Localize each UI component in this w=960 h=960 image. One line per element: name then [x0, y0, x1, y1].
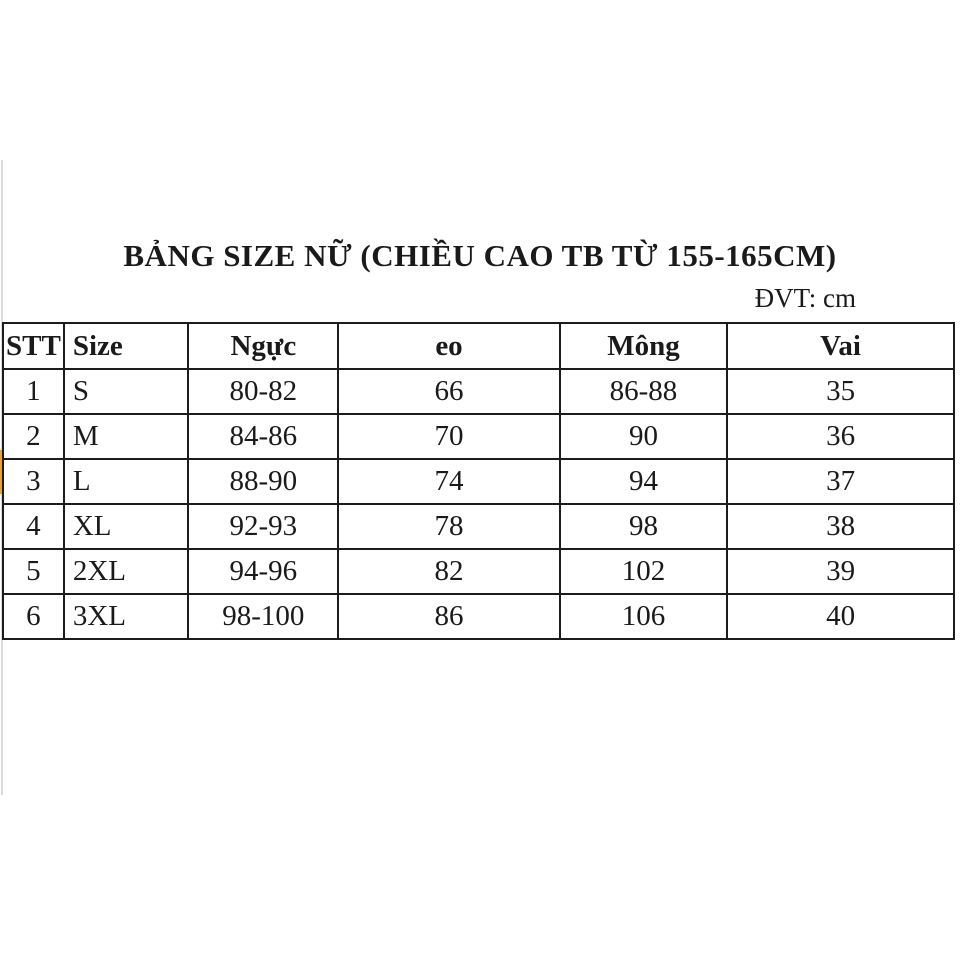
size-chart-table — [2, 322, 955, 640]
header-cell-mông: Mông — [560, 323, 727, 369]
table-cell: 4 — [3, 504, 64, 549]
table-row — [3, 594, 954, 639]
table-cell: 98 — [560, 504, 727, 549]
table-cell: 94 — [560, 459, 727, 504]
table-cell: M — [64, 414, 189, 459]
table-row — [3, 459, 954, 504]
table-cell: 88-90 — [188, 459, 338, 504]
table-cell: S — [64, 369, 189, 414]
table-cell: 78 — [338, 504, 560, 549]
table-cell: L — [64, 459, 189, 504]
table-cell: 1 — [3, 369, 64, 414]
table-cell: 86-88 — [560, 369, 727, 414]
table-cell: 92-93 — [188, 504, 338, 549]
unit-label: ĐVT: cm — [754, 283, 856, 313]
table-row — [3, 369, 954, 414]
table-cell: 106 — [560, 594, 727, 639]
table-cell: 6 — [3, 594, 64, 639]
table-body — [3, 369, 954, 639]
table-cell: 84-86 — [188, 414, 338, 459]
header-cell-stt: STT — [3, 323, 64, 369]
table-cell: 82 — [338, 549, 560, 594]
table-cell: 35 — [727, 369, 954, 414]
table-cell: 86 — [338, 594, 560, 639]
table-row — [3, 504, 954, 549]
table-cell: 70 — [338, 414, 560, 459]
header-cell-ngực: Ngực — [188, 323, 338, 369]
page-title: BẢNG SIZE NỮ (CHIỀU CAO TB TỪ 155-165CM) — [123, 238, 837, 273]
table-cell: 3 — [3, 459, 64, 504]
table-cell: 37 — [727, 459, 954, 504]
table-cell: 2XL — [64, 549, 189, 594]
header-row — [3, 323, 954, 369]
table-cell: 90 — [560, 414, 727, 459]
table-cell: 39 — [727, 549, 954, 594]
table-cell: 94-96 — [188, 549, 338, 594]
table-row — [3, 549, 954, 594]
table-cell: 98-100 — [188, 594, 338, 639]
table-cell: 36 — [727, 414, 954, 459]
table-cell: 38 — [727, 504, 954, 549]
table-cell: 40 — [727, 594, 954, 639]
table-cell: XL — [64, 504, 189, 549]
header-cell-vai: Vai — [727, 323, 954, 369]
table-cell: 74 — [338, 459, 560, 504]
table-cell: 80-82 — [188, 369, 338, 414]
table-row — [3, 414, 954, 459]
header-cell-size: Size — [64, 323, 189, 369]
table-cell: 2 — [3, 414, 64, 459]
table-cell: 5 — [3, 549, 64, 594]
table-cell: 3XL — [64, 594, 189, 639]
table-cell: 66 — [338, 369, 560, 414]
header-cell-eo: eo — [338, 323, 560, 369]
table-cell: 102 — [560, 549, 727, 594]
